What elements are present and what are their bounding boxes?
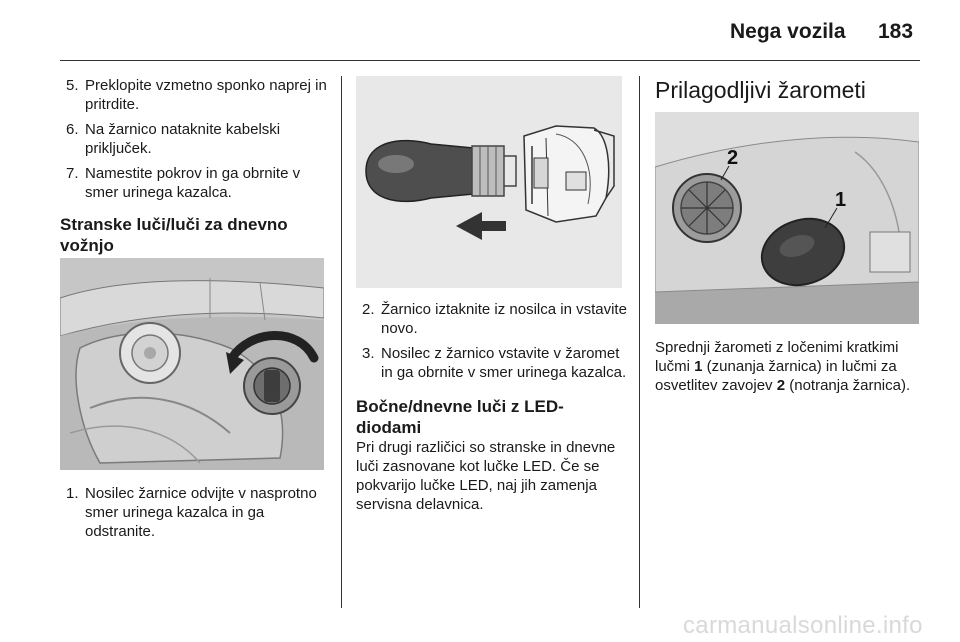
page-header-title: Nega vozila xyxy=(730,20,846,43)
section-heading-adaptive-headlights: Prilagodljivi žarometi xyxy=(655,77,866,103)
figure-side-light-bulb-holder xyxy=(60,258,324,470)
page-number: 183 xyxy=(878,20,914,43)
section-heading-led-lights: Bočne/dnevne luči z LED-diodami xyxy=(356,397,564,437)
step-5: 5. Preklopite vzmetno sponko naprej in pritrdite. xyxy=(66,77,327,113)
figure-adaptive-headlights xyxy=(655,112,919,324)
column-divider-2 xyxy=(639,76,640,608)
headlight-illustration xyxy=(655,112,919,324)
section-heading-side-lights: Stranske luči/luči za dnevno vožnjo xyxy=(60,215,288,255)
adaptive-headlights-paragraph: Sprednji žarometi z ločenimi kratkimi lučmi 1 (zunanja žarnica) in lučmi za osvetlitev zavojev 2 (notranja žarnica). xyxy=(655,339,911,394)
header-divider xyxy=(60,60,920,61)
figure-bulb-removal xyxy=(356,76,622,288)
watermark: carmanualsonline.info xyxy=(683,612,923,639)
led-lights-paragraph: Pri drugi različici so stranske in dnevne luči zasnovane kot lučke LED. Če se pokvarijo lučke LED, naj jih zamenja servisna delavnica. xyxy=(356,439,616,513)
step-1: 1. Nosilec žarnice odvijte v nasprotno smer urinega kazalca in ga odstranite. xyxy=(66,485,317,540)
steps-list-top xyxy=(60,76,330,202)
column-3-bottom xyxy=(655,338,923,395)
steps-list-col2 xyxy=(356,300,628,382)
callout-2: 2 xyxy=(727,147,739,169)
column-divider-1 xyxy=(341,76,342,608)
step-2: 2. Žarnico iztaknite iz nosilca in vstavite novo. xyxy=(362,301,627,337)
steps-list-bottom xyxy=(60,484,330,541)
step-3: 3. Nosilec z žarnico vstavite v žaromet in ga obrnite v smer urinega kazalca. xyxy=(362,345,627,381)
column-1 xyxy=(60,76,330,256)
step-6: 6. Na žarnico nataknite kabelski priključek. xyxy=(66,121,281,157)
side-light-illustration xyxy=(60,258,324,470)
step-7: 7. Namestite pokrov in ga obrnite v smer urinega kazalca. xyxy=(66,165,301,201)
column-1-bottom xyxy=(60,484,330,547)
callout-1: 1 xyxy=(835,189,847,211)
column-2 xyxy=(356,300,628,514)
bulb-removal-illustration xyxy=(356,76,622,288)
column-3 xyxy=(655,76,925,104)
